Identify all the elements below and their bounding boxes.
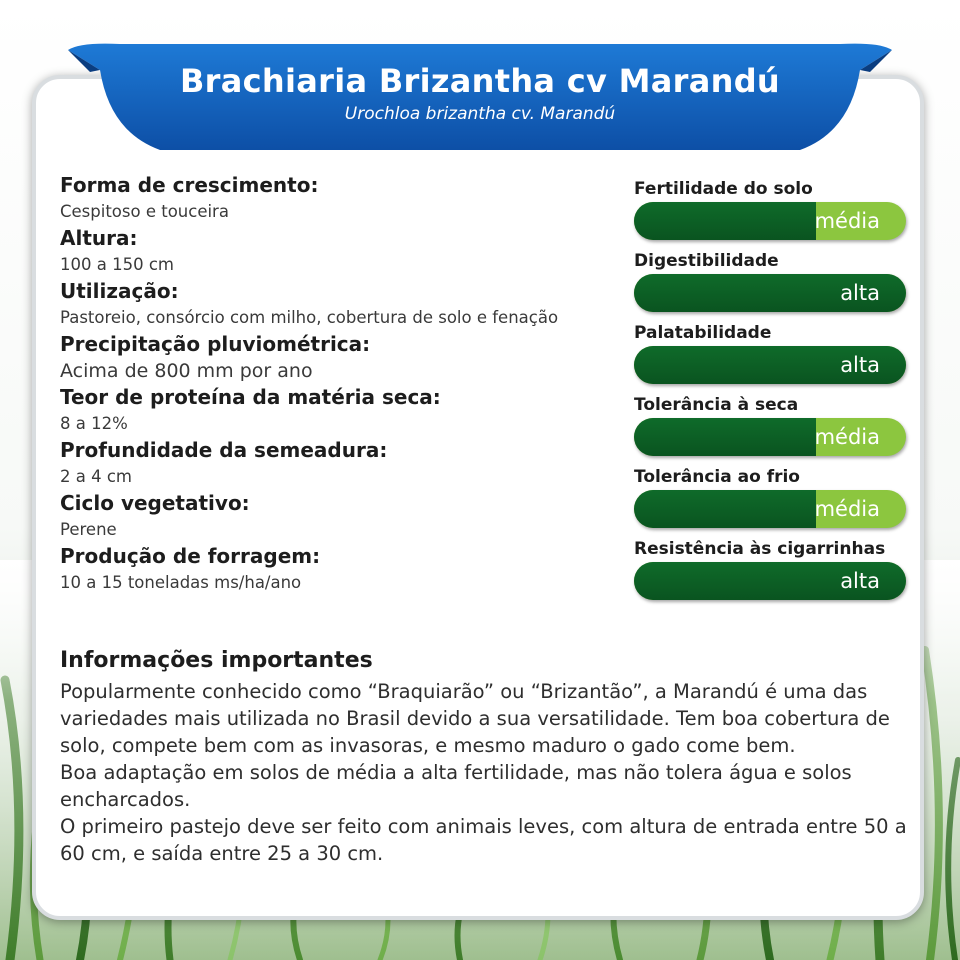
spec-label: Profundidade da semeadura: — [60, 438, 388, 462]
rating-bar — [634, 346, 906, 384]
rating-bar-fill — [634, 490, 816, 528]
spec-value: Perene — [60, 520, 117, 539]
spec-value: Cespitoso e touceira — [60, 202, 229, 221]
rating-value: alta — [840, 569, 880, 593]
rating-label: Resistência às cigarrinhas — [634, 539, 886, 559]
rating-value: alta — [840, 353, 880, 377]
rating-label: Digestibilidade — [634, 251, 779, 271]
spec-cycle — [60, 490, 620, 543]
spec-protein — [60, 384, 620, 437]
rating-bar — [634, 490, 906, 528]
spec-value: 8 a 12% — [60, 414, 128, 433]
spec-forage-production — [60, 543, 620, 596]
spec-value: Acima de 800 mm por ano — [60, 360, 313, 382]
rating-label: Fertilidade do solo — [634, 179, 813, 199]
rating-bar — [634, 418, 906, 456]
rating-label: Tolerância ao frio — [634, 467, 800, 487]
important-info-section — [60, 644, 912, 867]
spec-label: Altura: — [60, 226, 138, 250]
rating-spittlebug-resistance — [634, 538, 910, 610]
spec-rainfall — [60, 331, 620, 384]
rating-value: média — [814, 497, 880, 521]
spec-value: 2 a 4 cm — [60, 467, 132, 486]
spec-label: Precipitação pluviométrica: — [60, 332, 371, 356]
spec-value: Pastoreio, consórcio com milho, cobertura de solo e fenação — [60, 308, 559, 327]
rating-bar — [634, 274, 906, 312]
spec-label: Utilização: — [60, 279, 179, 303]
ratings-panel — [634, 178, 910, 610]
spec-value: 100 a 150 cm — [60, 255, 174, 274]
rating-value: alta — [840, 281, 880, 305]
rating-drought-tolerance — [634, 394, 910, 466]
spec-label: Forma de crescimento: — [60, 173, 319, 197]
rating-digestibility — [634, 250, 910, 322]
spec-growth-form — [60, 172, 620, 225]
spec-usage — [60, 278, 620, 331]
rating-value: média — [814, 425, 880, 449]
spec-value: 10 a 15 toneladas ms/ha/ano — [60, 573, 302, 592]
section-heading: Informações importantes — [60, 648, 373, 673]
rating-palatability — [634, 322, 910, 394]
info-paragraph: O primeiro pastejo deve ser feito com animais leves, com altura de entrada entre 50 a 60 cm, e saída entre 25 a 30 cm. — [60, 815, 907, 865]
rating-bar — [634, 562, 906, 600]
rating-label: Tolerância à seca — [634, 395, 799, 415]
rating-label: Palatabilidade — [634, 323, 772, 343]
scientific-name: Urochloa brizantha cv. Marandú — [344, 104, 616, 124]
rating-bar-fill — [634, 202, 816, 240]
rating-value: média — [814, 209, 880, 233]
info-paragraph: Boa adaptação em solos de média a alta fertilidade, mas não tolera água e solos encharcados. — [60, 761, 852, 811]
spec-label: Teor de proteína da matéria seca: — [60, 385, 441, 409]
spec-sowing-depth — [60, 437, 620, 490]
specs-list — [60, 172, 620, 596]
info-paragraph: Popularmente conhecido como “Braquiarão” ou “Brizantão”, a Marandú é uma das variedades mais utilizada no Brasil devido a sua versatilidade. Tem boa cobertura de solo, compete bem com as invasoras, e mesmo maduro o gado come bem. — [60, 680, 890, 757]
rating-bar-fill — [634, 418, 816, 456]
page-title: Brachiaria Brizantha cv Marandú — [179, 62, 781, 100]
rating-bar — [634, 202, 906, 240]
rating-soil-fertility — [634, 178, 910, 250]
rating-cold-tolerance — [634, 466, 910, 538]
spec-height — [60, 225, 620, 278]
spec-label: Produção de forragem: — [60, 544, 321, 568]
spec-label: Ciclo vegetativo: — [60, 491, 250, 515]
